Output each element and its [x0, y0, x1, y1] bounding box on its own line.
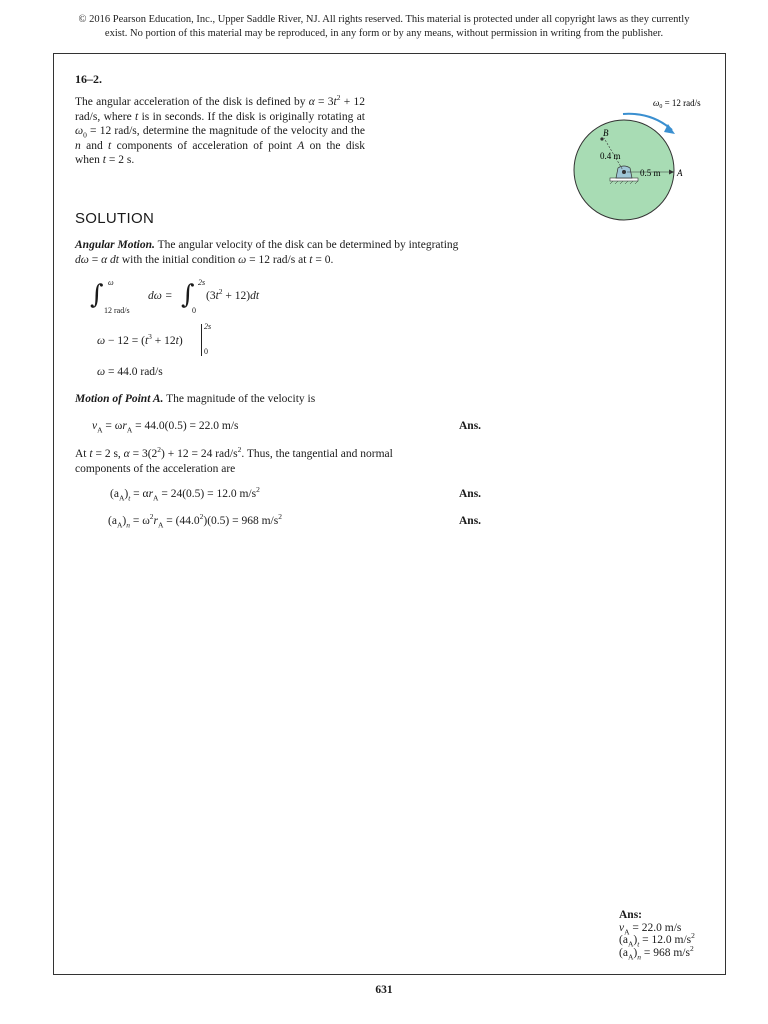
integral-equation [90, 278, 290, 318]
label-0.4m: 0.4 m [600, 151, 621, 161]
acceleration-intro-line-2: components of the acceleration are [75, 462, 236, 475]
problem-text-1: The angular acceleration of the disk is defined by [75, 96, 309, 108]
support-base [610, 178, 638, 181]
alpha-symbol: α [308, 96, 315, 108]
math-text: = [88, 253, 102, 266]
motion-point-A-text: The magnitude of the velocity is [163, 393, 316, 405]
integral-lower-limit: 12 rad/s [104, 306, 130, 315]
omega-label: $\omega_0 = 12$ rad/s [653, 98, 701, 110]
answer-tangential: $(a_A)_t = 12.0$ $m/s^2$ [619, 931, 695, 949]
disk-figure [560, 92, 728, 232]
copyright-notice [40, 13, 728, 41]
copyright-line-2: exist. No portion of this material may be reproduced, in any form or by any means, without permission in writing from the publisher. [104, 28, 664, 39]
velocity-equation: $v_A = \omega r_A = 44.0(0.5) = 22.0$ m/s [92, 420, 239, 435]
motion-point-A-paragraph [75, 392, 482, 407]
problem-eq-part-1: = 3 [314, 96, 334, 108]
math-d-omega: dω [75, 253, 89, 266]
problem-text-5: components of acceleration of point [111, 139, 298, 152]
label-A: A [677, 168, 683, 178]
integral-body-left: dω = [148, 290, 173, 302]
answer-label: Ans. [459, 515, 482, 527]
label-B: B [603, 128, 609, 138]
evaluation-upper-limit: 2s [204, 322, 212, 331]
evaluation-lower-limit: 0 [204, 347, 208, 356]
problem-text-4: and [80, 139, 109, 152]
math-omega: ω [238, 253, 247, 266]
answer-summary-title: Ans: [619, 909, 643, 921]
integral-upper-limit-2: 2s [198, 278, 206, 287]
math-alpha-dt: α dt [101, 253, 119, 266]
problem-eq-part-2: + 12 rad/s, where [75, 96, 365, 123]
evaluation-equation [97, 322, 247, 358]
answer-label: Ans. [459, 420, 482, 432]
problem-text-3: = 12 rad/s, determine the magnitude of the velocity and the [86, 125, 365, 137]
omega-result: ω = 44.0 rad/s [97, 366, 163, 378]
acceleration-intro: At t = 2 s, $\alpha = 3(2^2) + 12 = 24$ rad/$s^2$. Thus, the tangential and normal components of the acceleration are [75, 447, 482, 476]
integral-lower-limit-2: 0 [192, 306, 196, 315]
integral-body-right: $(3t^2 + 12)dt$ [206, 287, 260, 302]
math-text: = 12 rad/s at [246, 253, 310, 266]
problem-statement [75, 95, 365, 168]
problem-number: 16–2. [75, 72, 102, 86]
copyright-line-1: © 2016 Pearson Education, Inc., Upper Saddle River, NJ. All rights reserved. This material is protected under all copyright laws as they currently [78, 14, 690, 25]
math-text: = 0. [312, 253, 334, 266]
angular-motion-paragraph [75, 238, 482, 267]
page-number: 631 [375, 984, 393, 996]
math-t: t [309, 253, 313, 266]
motion-point-A-title: Motion of Point A. [75, 393, 164, 405]
normal-acceleration-equation: $(a_A)_n = \omega^2r_A = (44.0^2)(0.5) = 968$ $m/s^2$ [108, 512, 282, 530]
A-variable: A [297, 139, 305, 152]
exponent-2: 2 [336, 93, 341, 103]
evaluation-body: $\omega - 12 = (t^3 + 12t)$ [97, 332, 183, 347]
problem-text-6: on the disk when [75, 139, 365, 166]
omega0-subscript: 0 [83, 130, 87, 140]
tangential-acceleration-equation: $(a_A)_t = \alpha r_A = 24(0.5) = 12.0$ $m/s^2$ [110, 485, 260, 503]
angular-motion-text: The angular velocity of the disk can be determined by integrating [154, 239, 459, 251]
t-variable: t [108, 139, 112, 152]
math-text: with the initial condition [118, 253, 239, 266]
label-0.5m: 0.5 m [640, 168, 661, 178]
evaluation-bar [201, 324, 202, 356]
answer-velocity: $v_A = 22.0$ m/s [619, 921, 682, 936]
integral-sign: ∫ [181, 280, 195, 310]
integral-upper-limit: ω [108, 278, 114, 287]
problem-text-2: is in seconds. If the disk is originally rotating at [138, 110, 365, 123]
answer-summary [619, 909, 695, 959]
answer-label: Ans. [459, 488, 482, 500]
angular-motion-title: Angular Motion. [75, 239, 155, 251]
t-variable: t [333, 96, 337, 108]
answer-normal: $(a_A)_n = 968$ $m/s^2$ [619, 943, 694, 961]
solution-heading: SOLUTION [75, 210, 155, 227]
n-variable: n [75, 139, 81, 152]
t-variable: t [102, 154, 106, 166]
t-variable: t [135, 110, 139, 123]
omega0-symbol: ω [75, 125, 84, 137]
integral-sign: ∫ [90, 280, 104, 310]
disk-diagram [560, 92, 728, 232]
problem-text-7: = 2 s. [106, 154, 135, 166]
